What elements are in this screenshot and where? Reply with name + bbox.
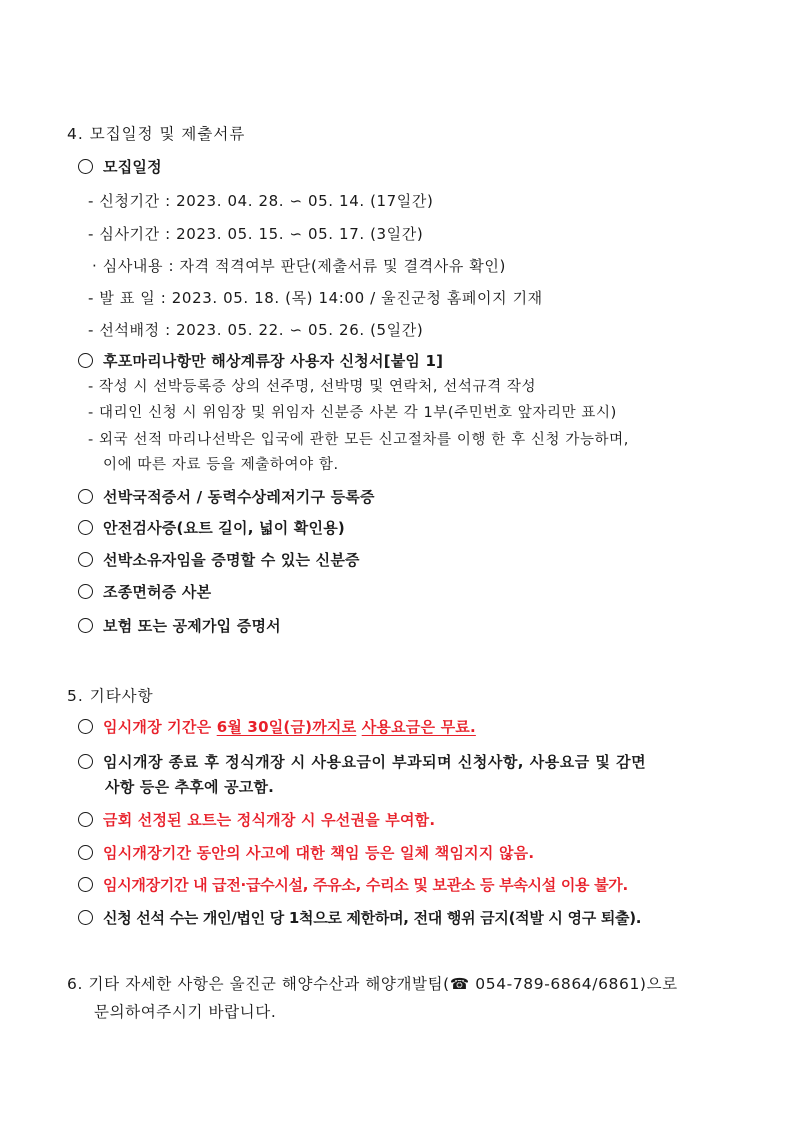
circle-bullet-icon: [78, 353, 93, 368]
notice-item: [78, 717, 476, 737]
circle-bullet-icon: [78, 159, 93, 174]
circle-bullet-icon: [78, 877, 93, 892]
doc-item: [78, 616, 281, 636]
circle-bullet-icon: [78, 812, 93, 827]
notice-text-underlined: 6월 30일(금)까지로: [216, 718, 357, 736]
notice-text: 임시개장기간 동안의 사고에 대한 책임 등은 일체 책임지지 않음.: [103, 844, 535, 862]
notice-item: [78, 908, 641, 928]
schedule-item: · 심사내용 : 자격 적격여부 판단(제출서류 및 결격사유 확인): [92, 257, 506, 275]
circle-bullet-icon: [78, 552, 93, 567]
notice-item-continued: 사항 등은 추후에 공고함.: [105, 778, 275, 796]
circle-bullet-icon: [78, 584, 93, 599]
notice-text: 임시개장 종료 후 정식개장 시 사용요금이 부과되며 신청사항, 사용요금 및 감면: [103, 753, 647, 771]
doc-item-text: 조종면허증 사본: [103, 583, 212, 601]
doc-item-text: 안전검사증(요트 길이, 넓이 확인용): [103, 519, 345, 537]
doc-item: [78, 582, 211, 602]
circle-bullet-icon: [78, 845, 93, 860]
schedule-title: [78, 157, 162, 177]
circle-bullet-icon: [78, 489, 93, 504]
section-6-line1: 6. 기타 자세한 사항은 울진군 해양수산과 해양개발팀(☎ 054-789-6864/6861)으로: [67, 975, 678, 993]
schedule-item: - 신청기간 : 2023. 04. 28. ∽ 05. 14. (17일간): [88, 192, 434, 210]
doc-item-text: 선박소유자임을 증명할 수 있는 신분증: [103, 551, 360, 569]
circle-bullet-icon: [78, 618, 93, 633]
doc-item: [78, 518, 345, 538]
section-6-line2: 문의하여주시기 바랍니다.: [94, 1003, 277, 1021]
circle-bullet-icon: [78, 719, 93, 734]
notice-text: 신청 선석 수는 개인/법인 당 1척으로 제한하며, 전대 행위 금지(적발 시 영구 퇴출).: [103, 909, 642, 927]
circle-bullet-icon: [78, 754, 93, 769]
doc-item: [78, 487, 375, 507]
notice-text: 임시개장기간 내 급전·급수시설, 주유소, 수리소 및 보관소 등 부속시설 이용 불가.: [103, 876, 628, 894]
form-title: [78, 351, 443, 371]
form-note: - 작성 시 선박등록증 상의 선주명, 선박명 및 연락처, 선석규격 작성: [88, 379, 537, 395]
section-5-heading: 5. 기타사항: [67, 687, 154, 705]
schedule-item: - 선석배정 : 2023. 05. 22. ∽ 05. 26. (5일간): [88, 321, 424, 339]
notice-text: 금회 선정된 요트는 정식개장 시 우선권을 부여함.: [103, 811, 436, 829]
doc-item: [78, 550, 360, 570]
form-title-text: 후포마리나항만 해상계류장 사용자 신청서[붙임 1]: [103, 352, 444, 370]
doc-item-text: 선박국적증서 / 동력수상레저기구 등록증: [103, 488, 375, 506]
notice-item: [78, 875, 628, 895]
circle-bullet-icon: [78, 910, 93, 925]
doc-item-text: 보험 또는 공제가입 증명서: [103, 617, 281, 635]
form-note: - 외국 선적 마리나선박은 입국에 관한 모든 신고절차를 이행 한 후 신청 가능하며,: [88, 432, 629, 448]
notice-text: 임시개장 기간은: [103, 718, 217, 736]
form-note: 이에 따른 자료 등을 제출하여야 함.: [103, 457, 339, 473]
section-4-heading: 4. 모집일정 및 제출서류: [67, 125, 246, 143]
notice-item: [78, 810, 435, 830]
schedule-item: - 심사기간 : 2023. 05. 15. ∽ 05. 17. (3일간): [88, 225, 424, 243]
notice-item: [78, 843, 534, 863]
form-note: - 대리인 신청 시 위임장 및 위임자 신분증 사본 각 1부(주민번호 앞자리만 표시): [88, 405, 617, 421]
circle-bullet-icon: [78, 520, 93, 535]
notice-item: [78, 752, 646, 772]
schedule-item: - 발 표 일 : 2023. 05. 18. (목) 14:00 / 울진군청 홈페이지 기재: [88, 289, 543, 307]
notice-text-underlined: 사용요금은 무료.: [361, 718, 476, 736]
schedule-title-text: 모집일정: [103, 158, 162, 176]
